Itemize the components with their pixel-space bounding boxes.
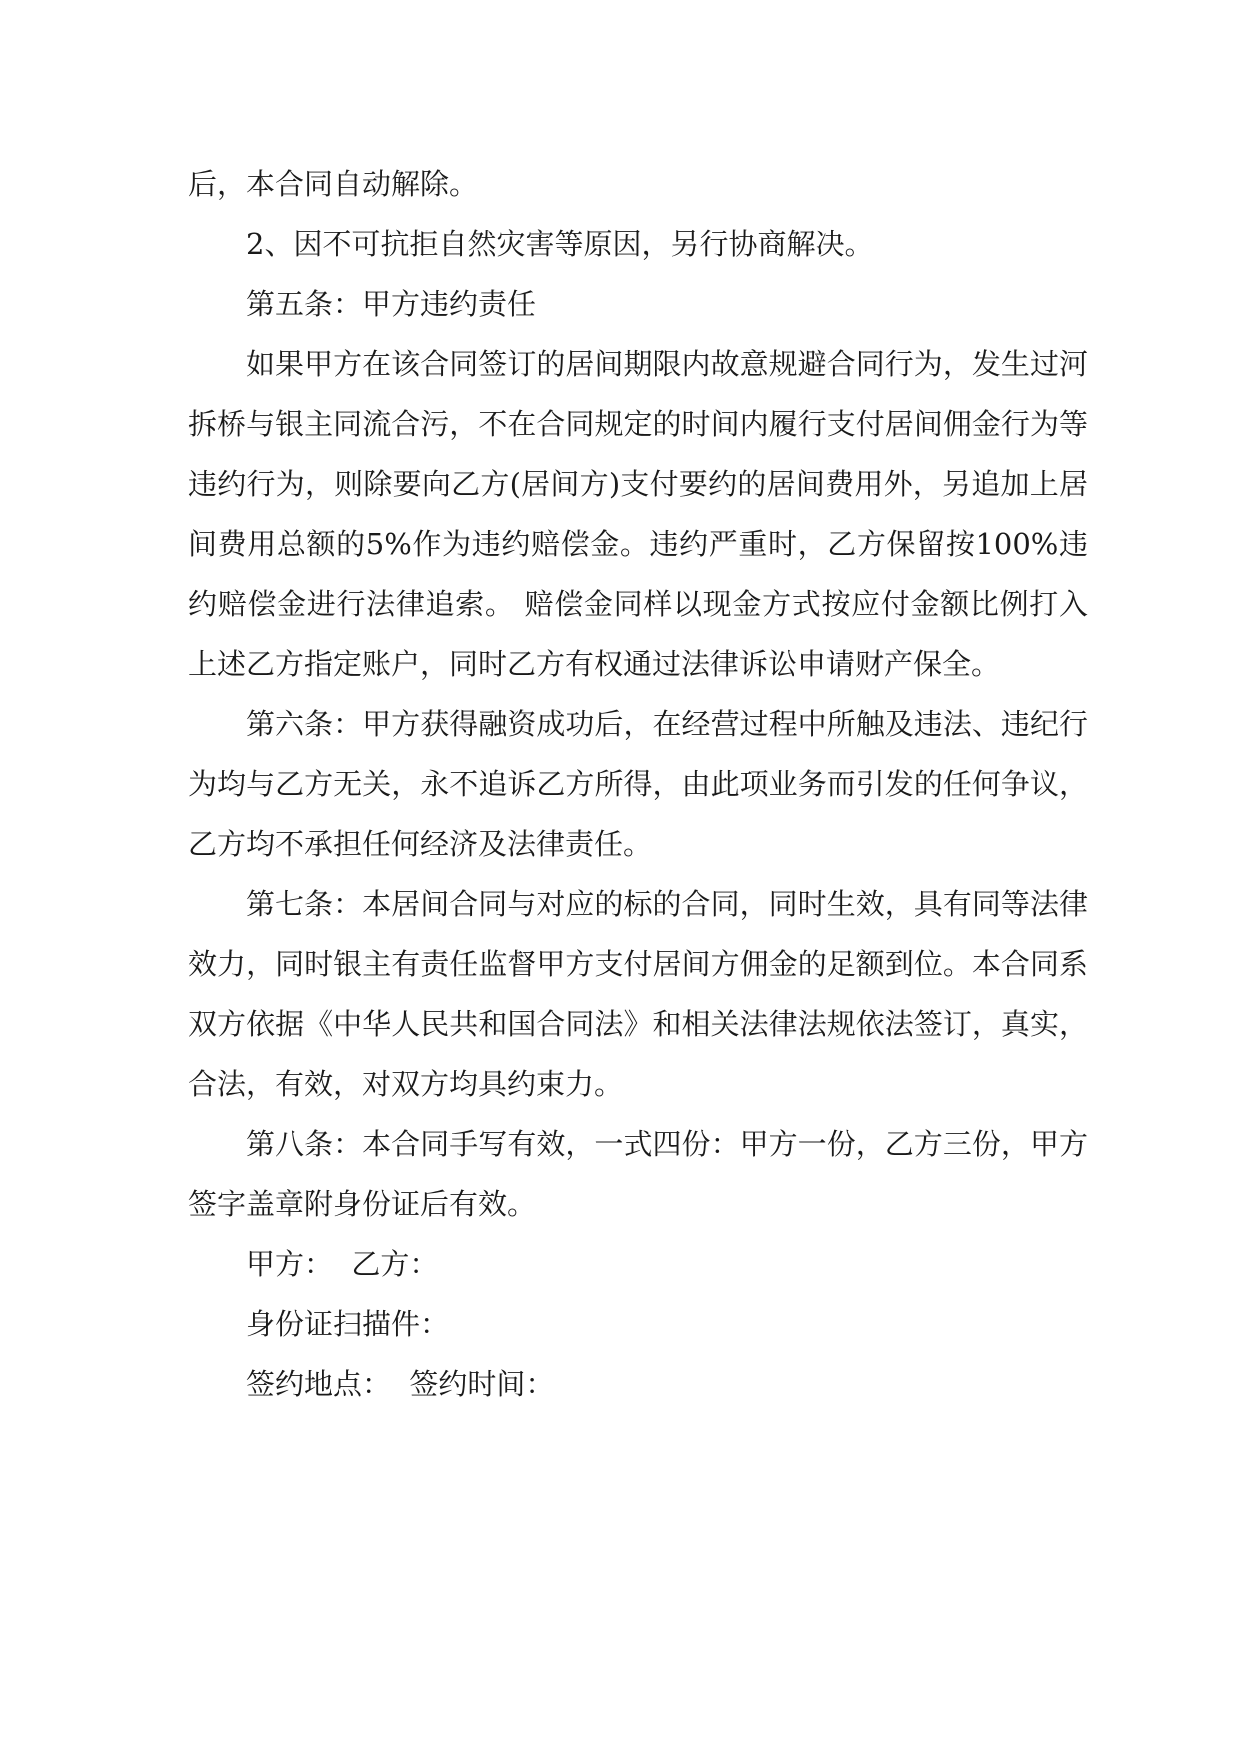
document-page <box>188 154 1088 1414</box>
article-6: 第六条：甲方获得融资成功后，在经营过程中所触及违法、违纪行为均与乙方无关，永不追诉乙方所得，由此项业务而引发的任何争议，乙方均不承担任何经济及法律责任。 <box>188 707 1088 861</box>
signature-parties: 甲方： 乙方： <box>246 1247 439 1281</box>
signing-place-time: 签约地点： 签约时间： <box>246 1367 555 1401</box>
paragraph-continuation: 后，本合同自动解除。 <box>188 167 479 201</box>
article-5-heading: 第五条：甲方违约责任 <box>246 287 537 321</box>
paragraph-clause-4-2: 2、因不可抗拒自然灾害等原因，另行协商解决。 <box>246 227 874 261</box>
article-7: 第七条：本居间合同与对应的标的合同，同时生效，具有同等法律效力，同时银主有责任监督甲方支付居间方佣金的足额到位。本合同系双方依据《中华人民共和国合同法》和相关法律法规依法签订，真实，合法，有效，对双方均具约束力。 <box>188 887 1088 1101</box>
id-scan-line: 身份证扫描件： <box>246 1307 450 1341</box>
article-8: 第八条：本合同手写有效，一式四份：甲方一份，乙方三份，甲方签字盖章附身份证后有效。 <box>188 1127 1088 1221</box>
article-5-body: 如果甲方在该合同签订的居间期限内故意规避合同行为，发生过河拆桥与银主同流合污，不在合同规定的时间内履行支付居间佣金行为等违约行为，则除要向乙方(居间方)支付要约的居间费用外，另追加上居间费用总额的5%作为违约赔偿金。违约严重时，乙方保留按100%违约赔偿金进行法律追索。 赔偿金同样以现金方式按应付金额比例打入上述乙方指定账户，同时乙方有权通过法律诉讼申请财产保全。 <box>188 347 1088 681</box>
